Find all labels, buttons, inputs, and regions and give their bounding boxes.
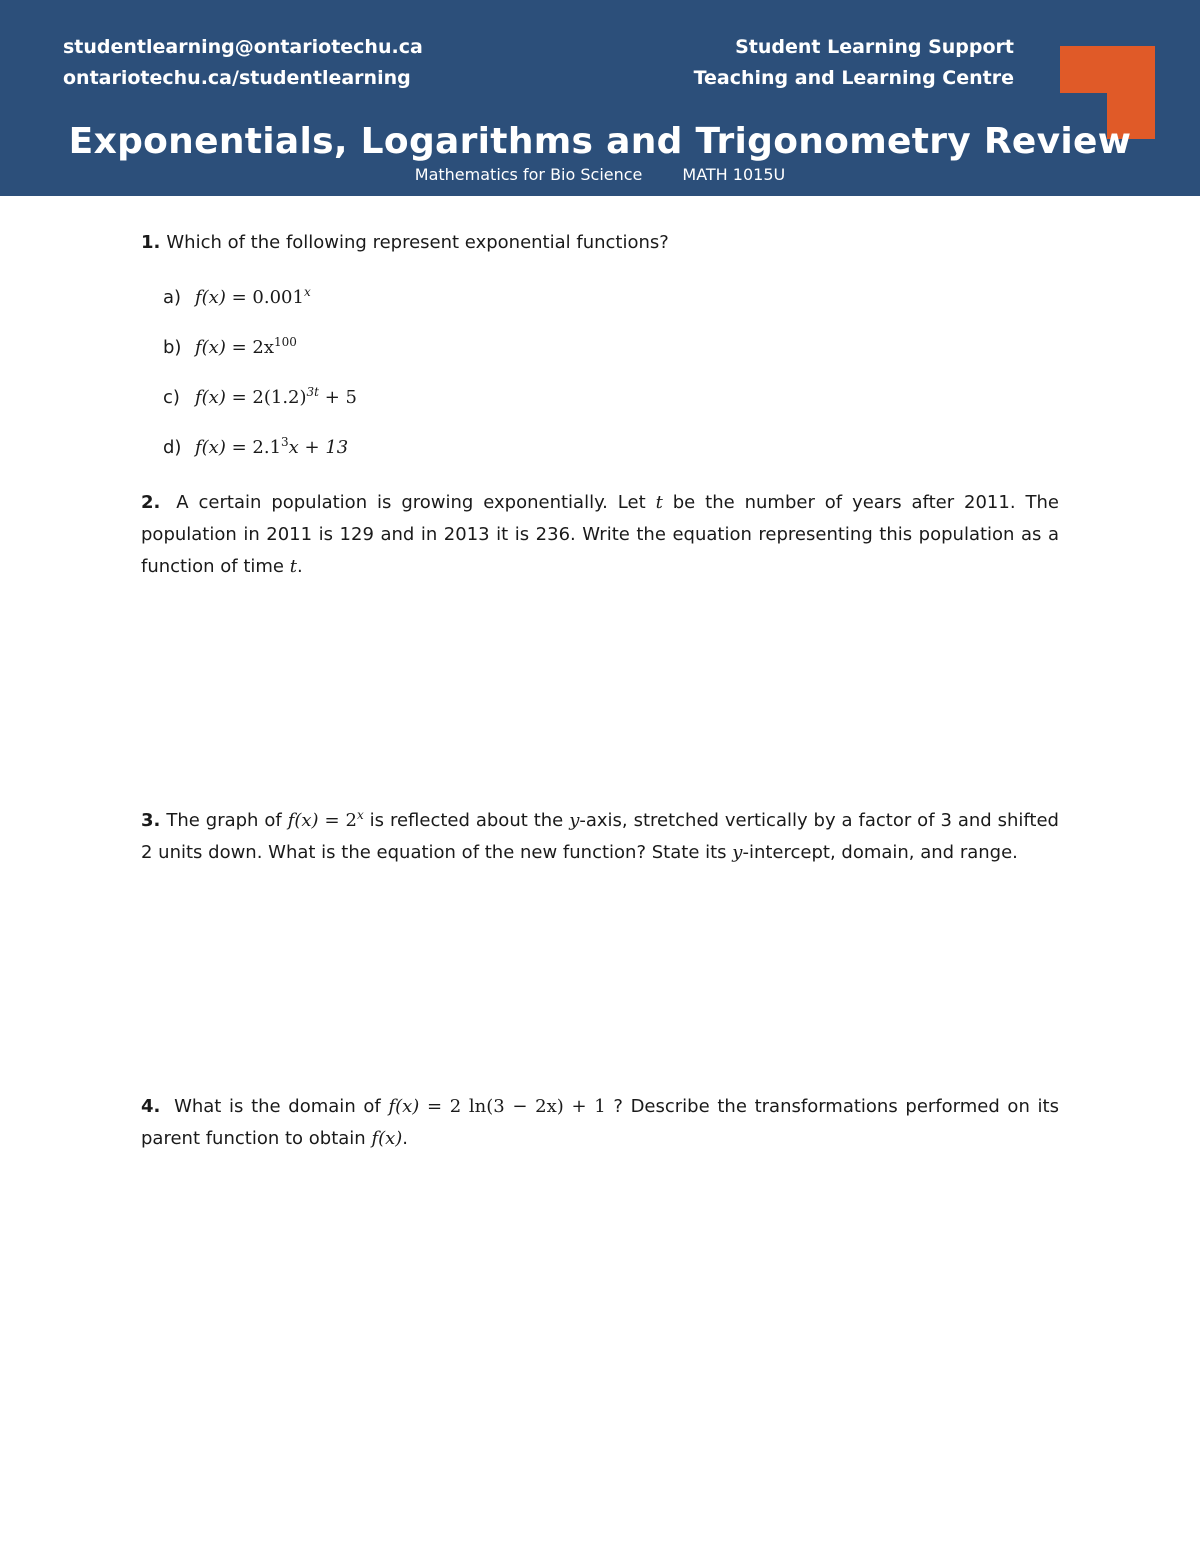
variable-t: t (655, 492, 663, 513)
page-title: Exponentials, Logarithms and Trigonometry Review (68, 121, 1132, 162)
email-link[interactable]: studentlearning@ontariotechu.ca (63, 36, 423, 58)
unit-info (694, 32, 1014, 94)
option-exponent: 100 (274, 334, 297, 349)
option-c (163, 384, 357, 412)
header-band (0, 0, 1200, 196)
function-lhs: f(x) (388, 1096, 420, 1117)
website-link[interactable]: ontariotechu.ca/studentlearning (63, 67, 411, 89)
function-lhs: f(x) (371, 1128, 403, 1149)
option-lhs: f(x) (195, 437, 226, 458)
question-text: is reflected about the (369, 810, 564, 831)
option-lhs: f(x) (195, 337, 226, 358)
question-3 (141, 805, 1059, 869)
option-d (163, 434, 348, 462)
question-text: . (402, 1128, 409, 1149)
function-rhs: = 2 (324, 810, 357, 831)
unit-name: Student Learning Support (735, 36, 1014, 58)
option-tail: + 5 (324, 387, 357, 408)
option-label: a) (163, 287, 182, 308)
course-name: Mathematics for Bio Science (414, 165, 643, 184)
option-lhs: f(x) (195, 287, 226, 308)
option-label: d) (163, 437, 182, 458)
question-number: 1. (141, 232, 161, 253)
option-rhs: = 2.1 (231, 437, 282, 458)
question-text: ? Describe the transformations performed on its parent function to obtain (141, 1096, 1059, 1149)
option-exponent: 3t (306, 384, 319, 399)
option-b (163, 334, 297, 362)
question-text: What is the domain of (174, 1096, 381, 1117)
question-text: . (296, 556, 303, 577)
question-text: -intercept, domain, and range. (742, 842, 1018, 863)
variable-y: y (569, 810, 580, 831)
function-exponent: x (356, 807, 364, 822)
question-number: 4. (141, 1096, 161, 1117)
question-2 (141, 487, 1059, 583)
function-lhs: f(x) (287, 810, 319, 831)
option-lhs: f(x) (195, 387, 226, 408)
contact-info (63, 32, 423, 94)
option-exponent: x (303, 284, 311, 299)
question-text: be the number of years after 2011. The population in 2011 is 129 and in 2013 it is 236. Write the equation representing this population as a function of time (141, 492, 1059, 577)
variable-y: y (732, 842, 743, 863)
option-exponent: 3 (281, 434, 289, 449)
function-rhs: = 2 ln(3 − 2x) + 1 (426, 1096, 606, 1117)
course-code: MATH 1015U (682, 165, 786, 184)
course-subtitle (0, 163, 1200, 187)
question-number: 3. (141, 810, 161, 831)
question-number: 2. (141, 492, 161, 513)
option-rhs: = 2x (231, 337, 275, 358)
question-text: Which of the following represent exponential functions? (166, 232, 669, 253)
option-tail: x + 13 (288, 437, 349, 458)
option-a (163, 284, 311, 312)
option-label: b) (163, 337, 182, 358)
question-4 (141, 1091, 1059, 1155)
question-text: -axis, stretched vertically by a factor of 3 and shifted 2 units down. What is the equation of the new function? State its (141, 810, 1059, 863)
option-label: c) (163, 387, 180, 408)
question-text: The graph of (166, 810, 282, 831)
question-text: A certain population is growing exponentially. Let (176, 492, 646, 513)
question-1 (141, 227, 1059, 259)
centre-name: Teaching and Learning Centre (693, 67, 1014, 89)
variable-t: t (289, 556, 297, 577)
option-rhs: = 2(1.2) (231, 387, 307, 408)
option-rhs: = 0.001 (231, 287, 304, 308)
